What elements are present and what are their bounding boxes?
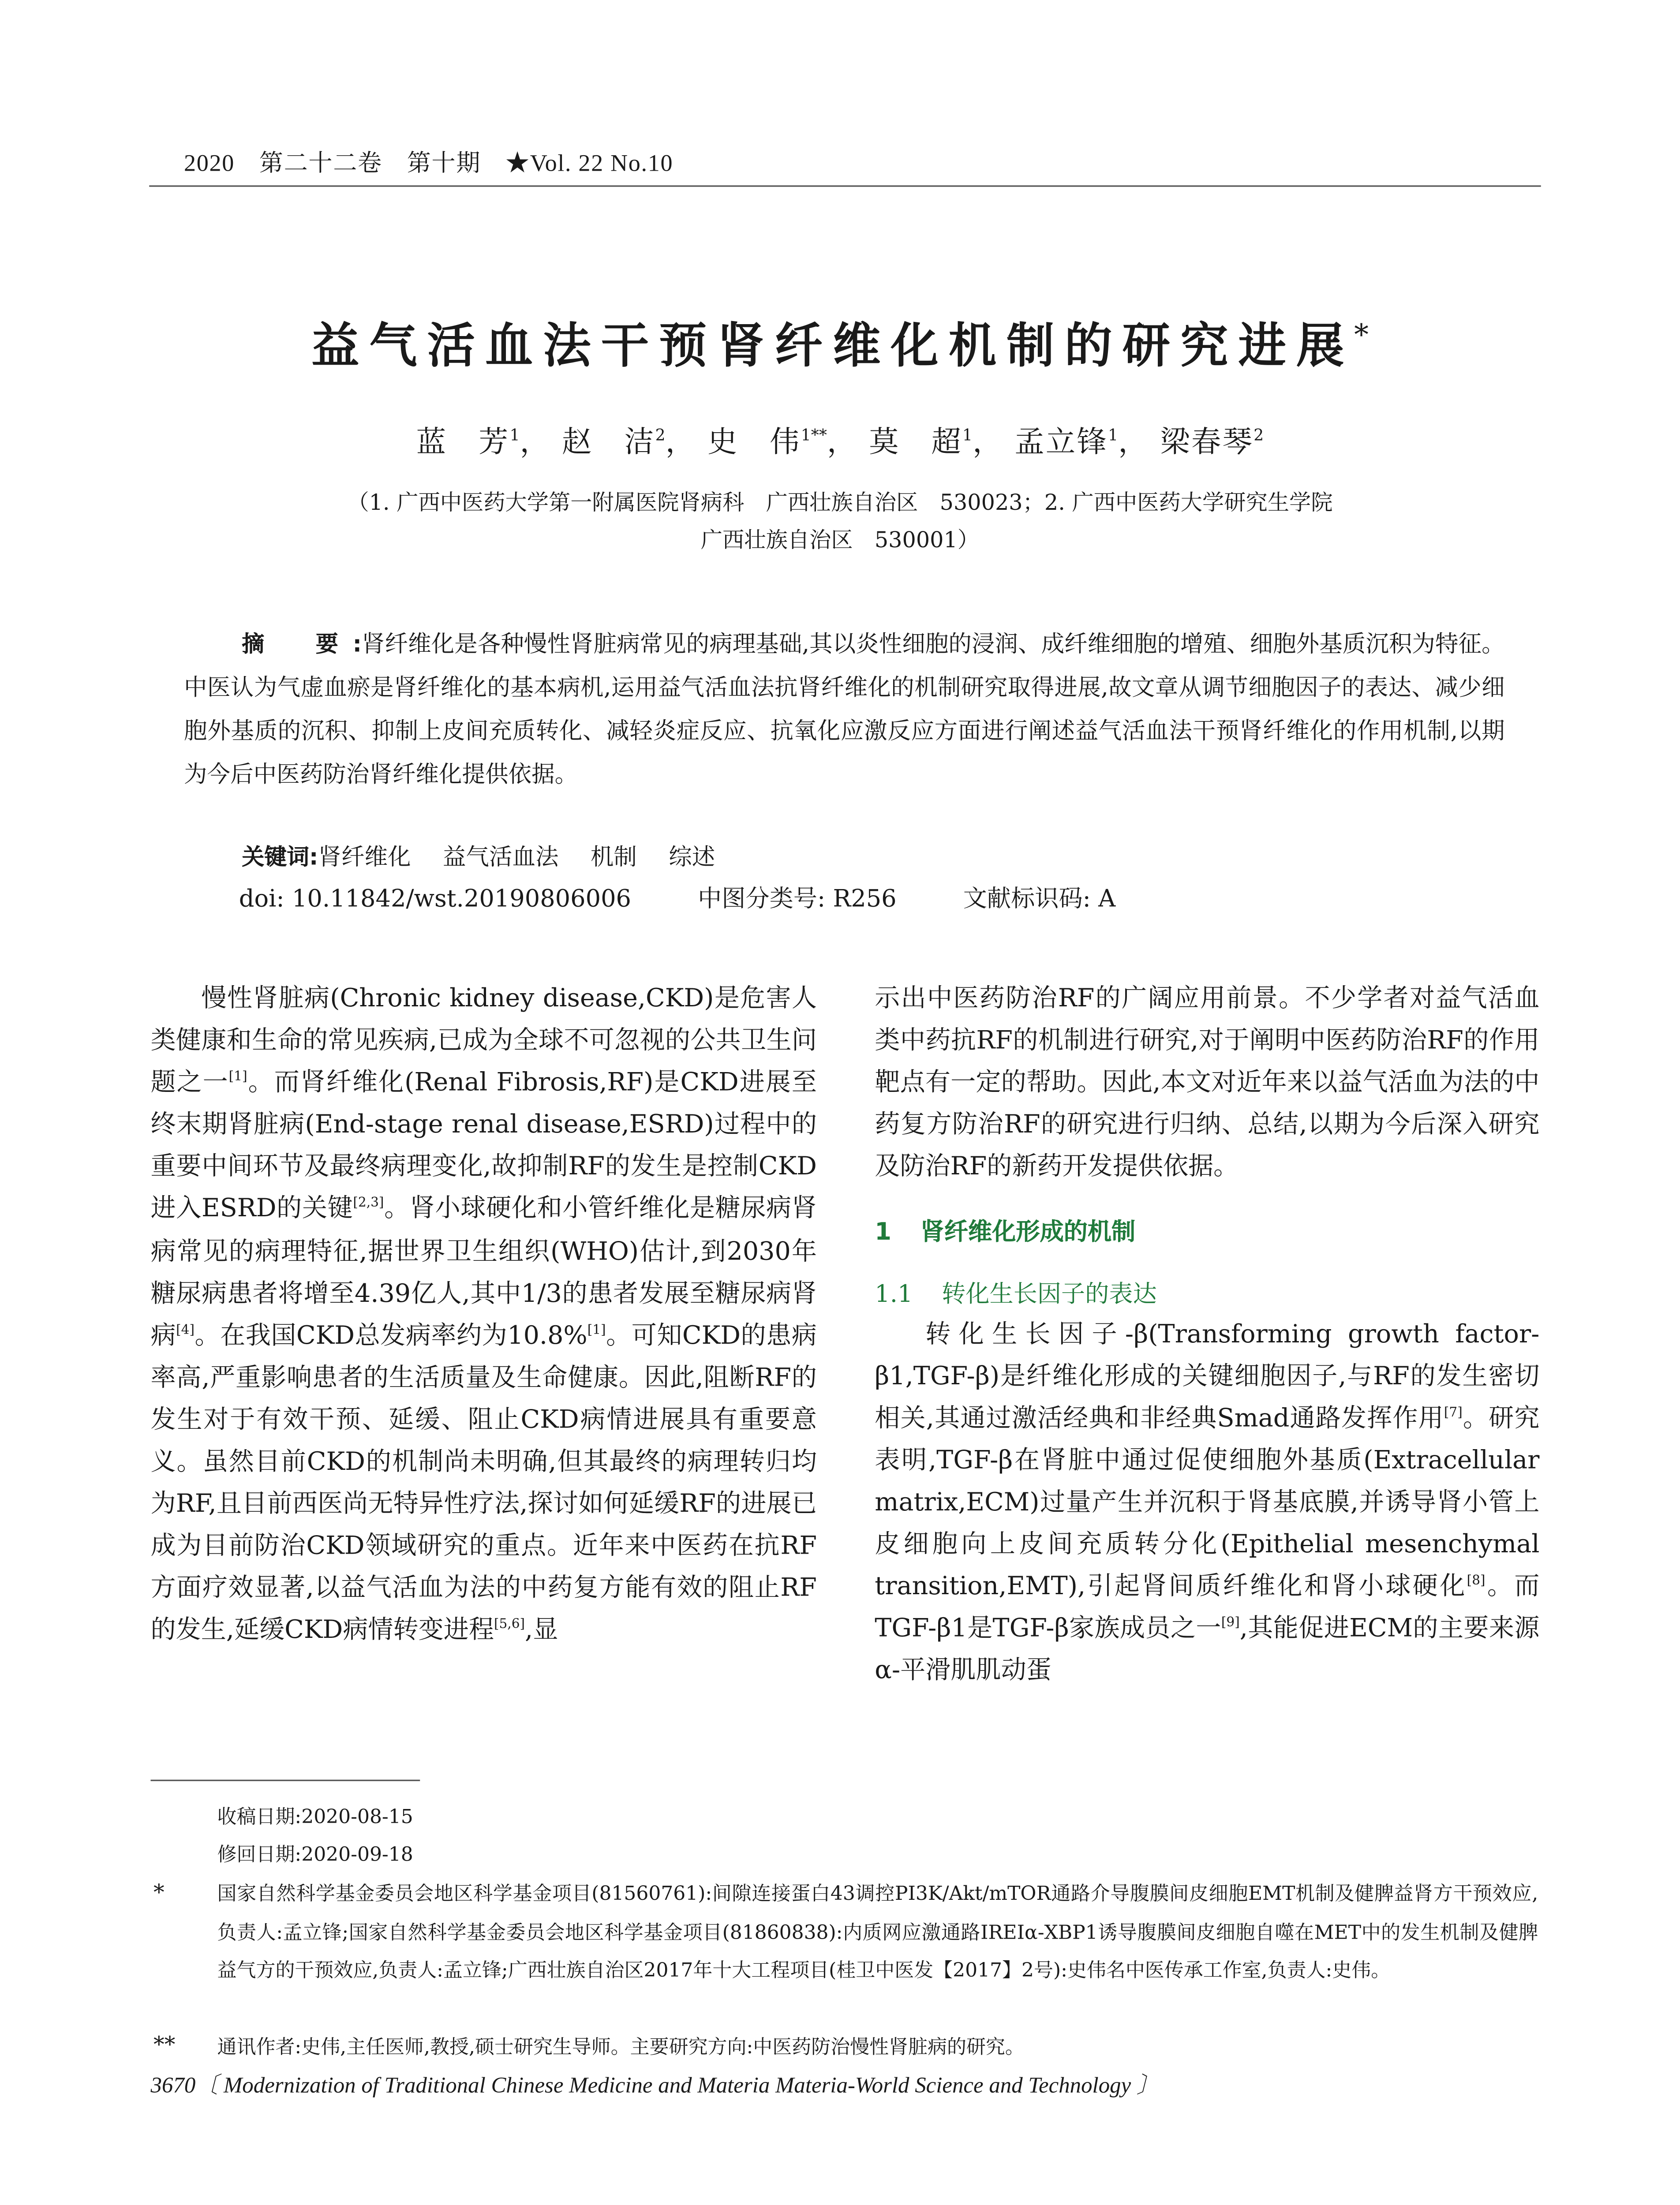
keyword: 肾纤维化: [318, 843, 411, 871]
clc-number: 中图分类号: R256: [698, 885, 897, 912]
author-name: 蓝 芳: [416, 424, 510, 459]
body-paragraph: [150, 979, 816, 1653]
title-text: 益气活血法干预肾纤维化机制的研究进展: [311, 317, 1354, 374]
citation: [1]: [587, 1323, 606, 1338]
author-separator: ，: [665, 424, 697, 459]
body-paragraph: 示出中医药防治RF的广阔应用前景。不少学者对益气活血类中药抗RF的机制进行研究,对于阐明中医药防治RF的作用靶点有一定的帮助。因此,本文对近年来以益气活血为法的中药复方防治RF的研究进行归纳、总结,以期为今后深入研究及防治RF的新药开发提供依据。: [875, 984, 1540, 1182]
section-title: 肾纤维化形成的机制: [920, 1218, 1136, 1246]
author-separator: ，: [1118, 424, 1149, 459]
author-name: 孟立锋: [1014, 424, 1108, 459]
section-heading: [875, 1211, 1539, 1254]
abstract-label: 摘 要: [242, 631, 353, 658]
body-text: 。在我国CKD总发病率约为10.8%: [194, 1322, 587, 1351]
subsection-title: 转化生长因子的表达: [942, 1279, 1157, 1307]
affiliation-line: 广西壮族自治区 530001）: [700, 527, 980, 553]
citation: [9]: [1221, 1617, 1240, 1632]
body-text: 转化生长因子-β(Transforming growth factor-β1,TGF-β)是纤维化形成的关键细胞因子,与RF的发生密切相关,其通过激活经典和非经典Smad通路发挥作用: [875, 1320, 1540, 1434]
subsection-heading: [875, 1272, 1539, 1315]
article-title: [0, 308, 1680, 376]
body-text: 慢性肾脏病(Chronic kidney disease,CKD)是危害人类健康和生命的常见疾病,已成为全球不可忽视的公共卫生问题之一: [150, 984, 817, 1098]
keywords-label: 关键词:: [242, 844, 318, 871]
page-footer: 3670〔 Modernization of Traditional Chinese Medicine and Materia Materia-World Science and Technology 〕: [150, 2074, 1159, 2098]
body-text: 。研究表明,TGF-β在肾脏中通过促使细胞外基质(Extracellular matrix,ECM)过量产生并沉积于肾基底膜,并诱导肾小管上皮细胞向上皮间充质转分化(Epithelial mesenchymal transition,EMT),引起肾间质纤维化和肾小球硬化: [875, 1404, 1540, 1602]
author-name: 莫 超: [869, 424, 963, 459]
author-separator: ，: [972, 424, 1004, 459]
body-paragraph: [875, 1314, 1539, 1693]
citation: [1]: [228, 1070, 247, 1085]
body-text: 。肾小球硬化和小管纤维化是糖尿病肾病常见的病理特征,据世界卫生组织(WHO)估计,到2030年糖尿病患者将增至4.39亿人,其中1/3的患者发展至糖尿病肾病: [150, 1195, 817, 1351]
citation: [2,3]: [353, 1197, 384, 1212]
citation: [4]: [176, 1323, 195, 1338]
author-affiliation-mark: 1**: [801, 426, 827, 445]
footnote-rule: [150, 1780, 420, 1781]
section-number: 1: [875, 1218, 892, 1246]
title-footnote-mark: *: [1354, 317, 1369, 352]
author-separator: ，: [520, 424, 551, 459]
author-affiliation-mark: 2: [1253, 426, 1264, 445]
body-text: 。而TGF-β1是TGF-β家族成员之一: [875, 1573, 1540, 1644]
received-date: 收稿日期:2020-08-15: [217, 1807, 413, 1829]
keyword: 益气活血法: [442, 843, 559, 871]
abstract: [184, 623, 1505, 796]
running-head: 2020 第二十二卷 第十期 ★Vol. 22 No.10: [184, 149, 673, 177]
author-affiliation-mark: 1: [509, 426, 520, 445]
author-list: [0, 417, 1680, 461]
funding-footnote-mark: *: [153, 1880, 165, 1906]
abstract-label-colon: :: [352, 631, 362, 658]
author-affiliation-mark: 1: [962, 426, 973, 445]
body-column-right: [875, 979, 1539, 1693]
subsection-number: 1.1: [875, 1279, 913, 1307]
doi: doi: 10.11842/wst.20190806006: [239, 885, 632, 912]
keyword: 机制: [590, 843, 637, 871]
article-identifiers: [239, 880, 1182, 918]
author-separator: ，: [827, 424, 858, 459]
document-code: 文献标识码: A: [963, 885, 1116, 912]
body-text: ,显: [525, 1616, 558, 1646]
citation: [5,6]: [494, 1618, 525, 1633]
header-rule: [149, 185, 1541, 187]
body-column-left: [150, 979, 816, 1653]
revised-date: 修回日期:2020-09-18: [217, 1845, 413, 1867]
body-text: 。可知CKD的患病率高,严重影响患者的生活质量及生命健康。因此,阻断RF的发生对于有效干预、延缓、阻止CKD病情进展具有重要意义。虽然目前CKD的机制尚未明确,但其最终的病理转归均为RF,且目前西医尚无特异性疗法,探讨如何延缓RF的进展已成为目前防治CKD领域研究的重点。近年来中医药在抗RF方面疗效显著,以益气活血为法的中药复方能有效的阻止RF的发生,延缓CKD病情转变进程: [150, 1322, 817, 1646]
funding-footnote: 国家自然科学基金委员会地区科学基金项目(81560761):间隙连接蛋白43调控PI3K/Akt/mTOR通路介导腹膜间皮细胞EMT机制及健脾益肾方干预效应,负责人:孟立锋;国家自然科学基金委员会地区科学基金项目(81860838):内质网应激通路IREIα-XBP1诱导腹膜间皮细胞自噬在MET中的发生机制及健脾益气方的干预效应,负责人:孟立锋;广西壮族自治区2017年十大工程项目(桂卫中医发【2017】2号):史伟名中医传承工作室,负责人:史伟。: [217, 1884, 1538, 1983]
abstract-text: 肾纤维化是各种慢性肾脏病常见的病理基础,其以炎性细胞的浸润、成纤维细胞的增殖、细胞外基质沉积为特征。中医认为气虚血瘀是肾纤维化的基本病机,运用益气活血法抗肾纤维化的机制研究取得进展,故文章从调节细胞因子的表达、减少细胞外基质的沉积、抑制上皮间充质转化、减轻炎症反应、抗氧化应激反应方面进行阐述益气活血法干预肾纤维化的作用机制,以期为今后中医药防治肾纤维化提供依据。: [184, 630, 1505, 788]
author-name: 史 伟: [707, 424, 801, 459]
author-affiliation-mark: 2: [655, 426, 666, 445]
citation: [8]: [1467, 1574, 1485, 1589]
corresponding-author-footnote: 通讯作者:史伟,主任医师,教授,硕士研究生导师。主要研究方向:中医药防治慢性肾脏病的研究。: [217, 2037, 1025, 2059]
body-text: 。而肾纤维化(Renal Fibrosis,RF)是CKD进展至终末期肾脏病(End-stage renal disease,ESRD)过程中的重要中间环节及最终病理变化,故抑制RF的发生是控制CKD进入ESRD的关键: [150, 1069, 817, 1225]
author-affiliation-mark: 1: [1108, 426, 1119, 445]
keyword: 综述: [669, 843, 715, 871]
keywords: [242, 838, 747, 876]
citation: [7]: [1444, 1406, 1463, 1421]
affiliation-line: （1. 广西中医药大学第一附属医院肾病科 广西壮族自治区 530023；2. 广西中医药大学研究生学院: [347, 489, 1333, 516]
author-name: 赵 洁: [561, 424, 655, 459]
contact-footnote-mark: **: [153, 2031, 176, 2058]
author-name: 梁春琴: [1160, 424, 1254, 459]
body-text: ,其能促进ECM的主要来源α-平滑肌肌动蛋: [875, 1615, 1540, 1686]
